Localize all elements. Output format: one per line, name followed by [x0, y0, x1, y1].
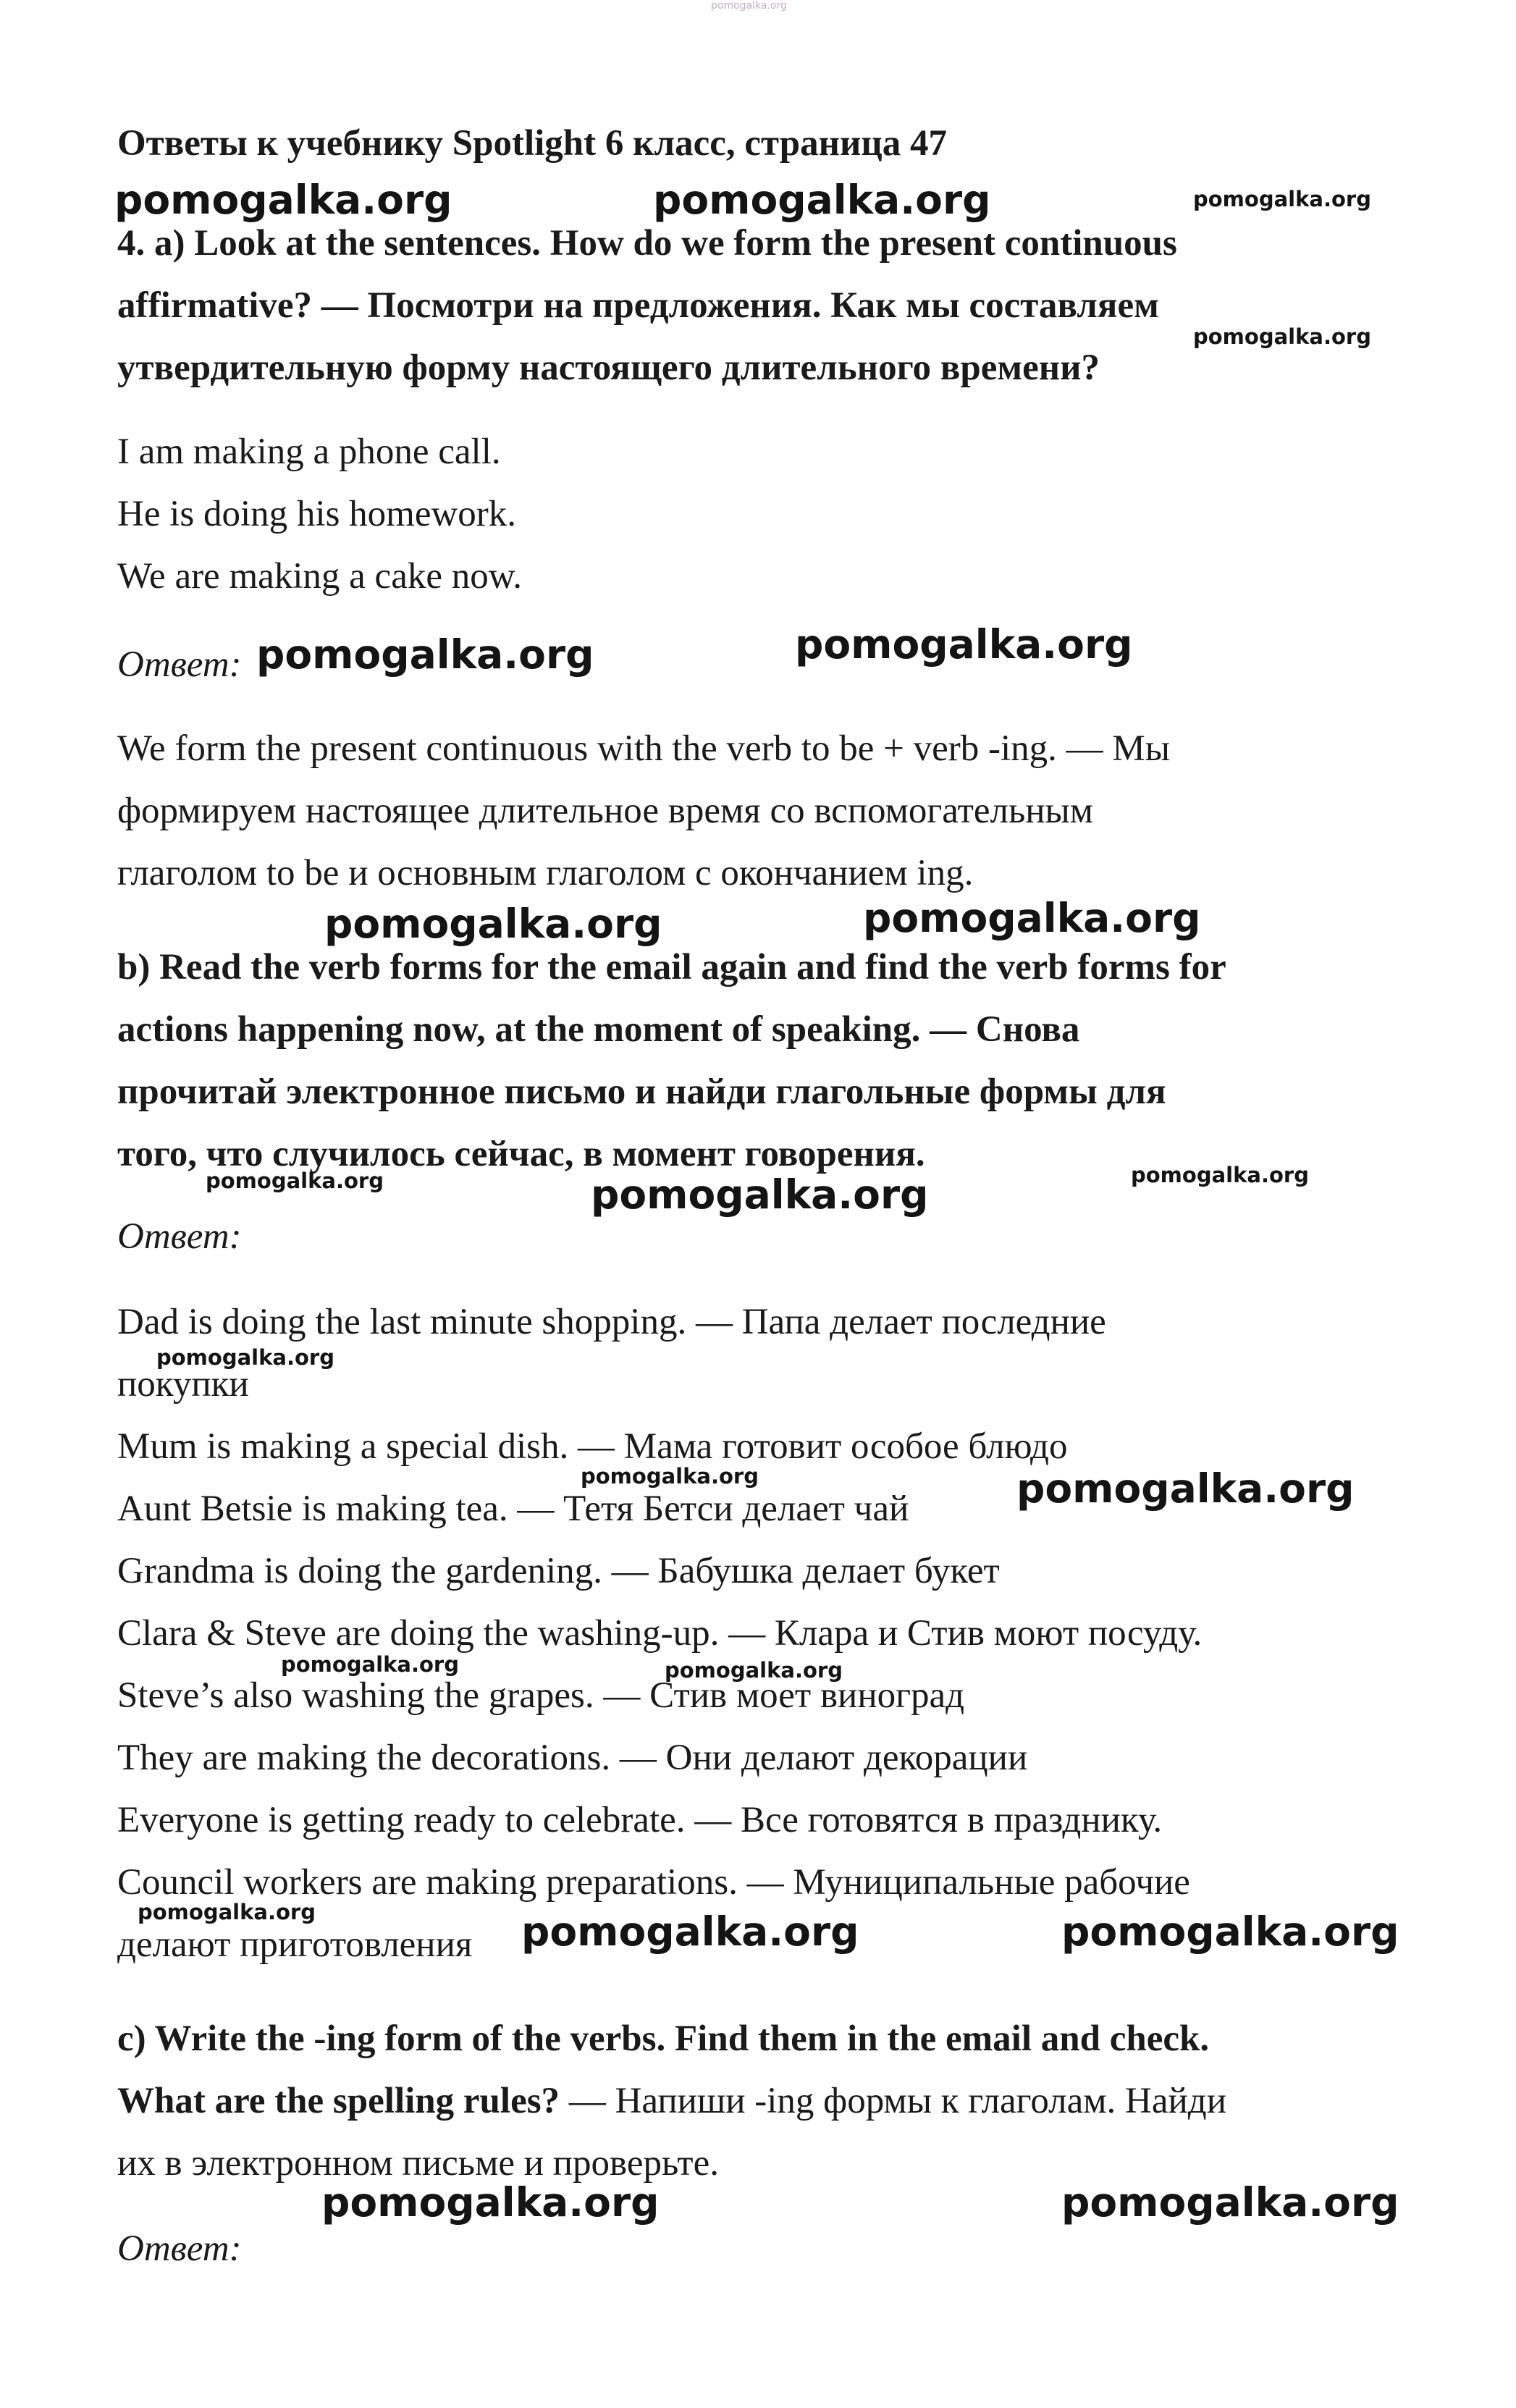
answer-line: They are making the decorations. — Они делают декорации	[117, 1738, 1028, 1778]
answer-label: Ответ:	[117, 1216, 242, 1257]
task-a-line: утвердительную форму настоящего длительного времени?	[117, 348, 1100, 388]
watermark: pomogalka.org	[1061, 2179, 1399, 2226]
watermark: pomogalka.org	[653, 177, 991, 223]
answer-line: Steve’s also washing the grapes. — Стив моет виноград	[117, 1675, 965, 1716]
answer-line: Dad is doing the last minute shopping. — Папа делает последние	[117, 1302, 1106, 1342]
answer-label: Ответ:	[117, 2228, 242, 2269]
task-b-line: прочитай электронное письмо и найди глагольные формы для	[117, 1072, 1166, 1112]
example-sentence: We are making a cake now.	[117, 556, 522, 597]
watermark: pomogalka.org	[321, 2179, 660, 2226]
watermark: pomogalka.org	[281, 1652, 459, 1677]
watermark: pomogalka.org	[324, 901, 662, 947]
watermark: pomogalka.org	[581, 1464, 759, 1489]
answer-line: Council workers are making preparations. — Муниципальные рабочие	[117, 1862, 1190, 1903]
answer-line: Everyone is getting ready to celebrate. — Все готовятся в празднику.	[117, 1800, 1163, 1840]
task-c-question: What are the spelling rules?	[117, 2081, 560, 2121]
task-b-line: b) Read the verb forms for the email again and find the verb forms for	[117, 947, 1226, 988]
watermark: pomogalka.org	[1016, 1465, 1355, 1512]
watermark: pomogalka.org	[795, 621, 1133, 668]
answer-line: глаголом to be и основным глаголом с окончанием ing.	[117, 853, 974, 893]
task-b-line: actions happening now, at the moment of speaking. — Снова	[117, 1009, 1080, 1050]
answer-label: Ответ:	[117, 644, 242, 685]
watermark: pomogalka.org	[1131, 1163, 1309, 1187]
answer-line: Clara & Steve are doing the washing-up. — Клара и Стив моют посуду.	[117, 1613, 1203, 1654]
answer-line: покупки	[117, 1364, 249, 1405]
watermark: pomogalka.org	[256, 631, 594, 678]
watermark: pomogalka.org	[1193, 324, 1371, 349]
task-a-line: affirmative? — Посмотри на предложения. Как мы составляем	[117, 285, 1159, 326]
answer-line: Mum is making a special dish. — Мама готовит особое блюдо	[117, 1426, 1068, 1467]
task-c-line: c) Write the -ing form of the verbs. Find them in the email and check.	[117, 2018, 1210, 2059]
answer-line: We form the present continuous with the verb to be + verb -ing. — Мы	[117, 728, 1171, 769]
answer-line: формируем настоящее длительное время со вспомогательным	[117, 791, 1094, 831]
example-sentence: He is doing his homework.	[117, 494, 517, 534]
task-c-translation: — Напиши -ing формы к глаголам. Найди	[560, 2081, 1227, 2121]
watermark: pomogalka.org	[863, 895, 1201, 941]
watermark: pomogalka.org	[521, 1908, 859, 1955]
watermark: pomogalka.org	[138, 1900, 316, 1924]
answer-line: Aunt Betsie is making tea. — Тетя Бетси делает чай	[117, 1489, 909, 1529]
answer-line: Grandma is doing the gardening. — Бабушка делает букет	[117, 1551, 1000, 1591]
watermark: pomogalka.org	[156, 1345, 334, 1370]
watermark: pomogalka.org	[665, 1658, 843, 1683]
watermark: pomogalka.org	[1061, 1908, 1399, 1955]
task-a-line: 4. a) Look at the sentences. How do we form the present continuous	[117, 223, 1177, 264]
task-b-line: того, что случилось сейчас, в момент говорения.	[117, 1134, 925, 1174]
task-c-line: их в электронном письме и проверьте.	[117, 2143, 719, 2184]
page-title: Ответы к учебнику Spotlight 6 класс, страница 47	[117, 123, 947, 164]
task-c-line	[117, 2079, 1226, 2123]
example-sentence: I am making a phone call.	[117, 431, 501, 472]
watermark: pomogalka.org	[591, 1171, 929, 1218]
header-watermark: pomogalka.org	[711, 0, 787, 12]
watermark: pomogalka.org	[206, 1169, 384, 1193]
watermark: pomogalka.org	[114, 177, 452, 223]
watermark: pomogalka.org	[1193, 187, 1371, 211]
answer-line: делают приготовления	[117, 1924, 473, 1965]
